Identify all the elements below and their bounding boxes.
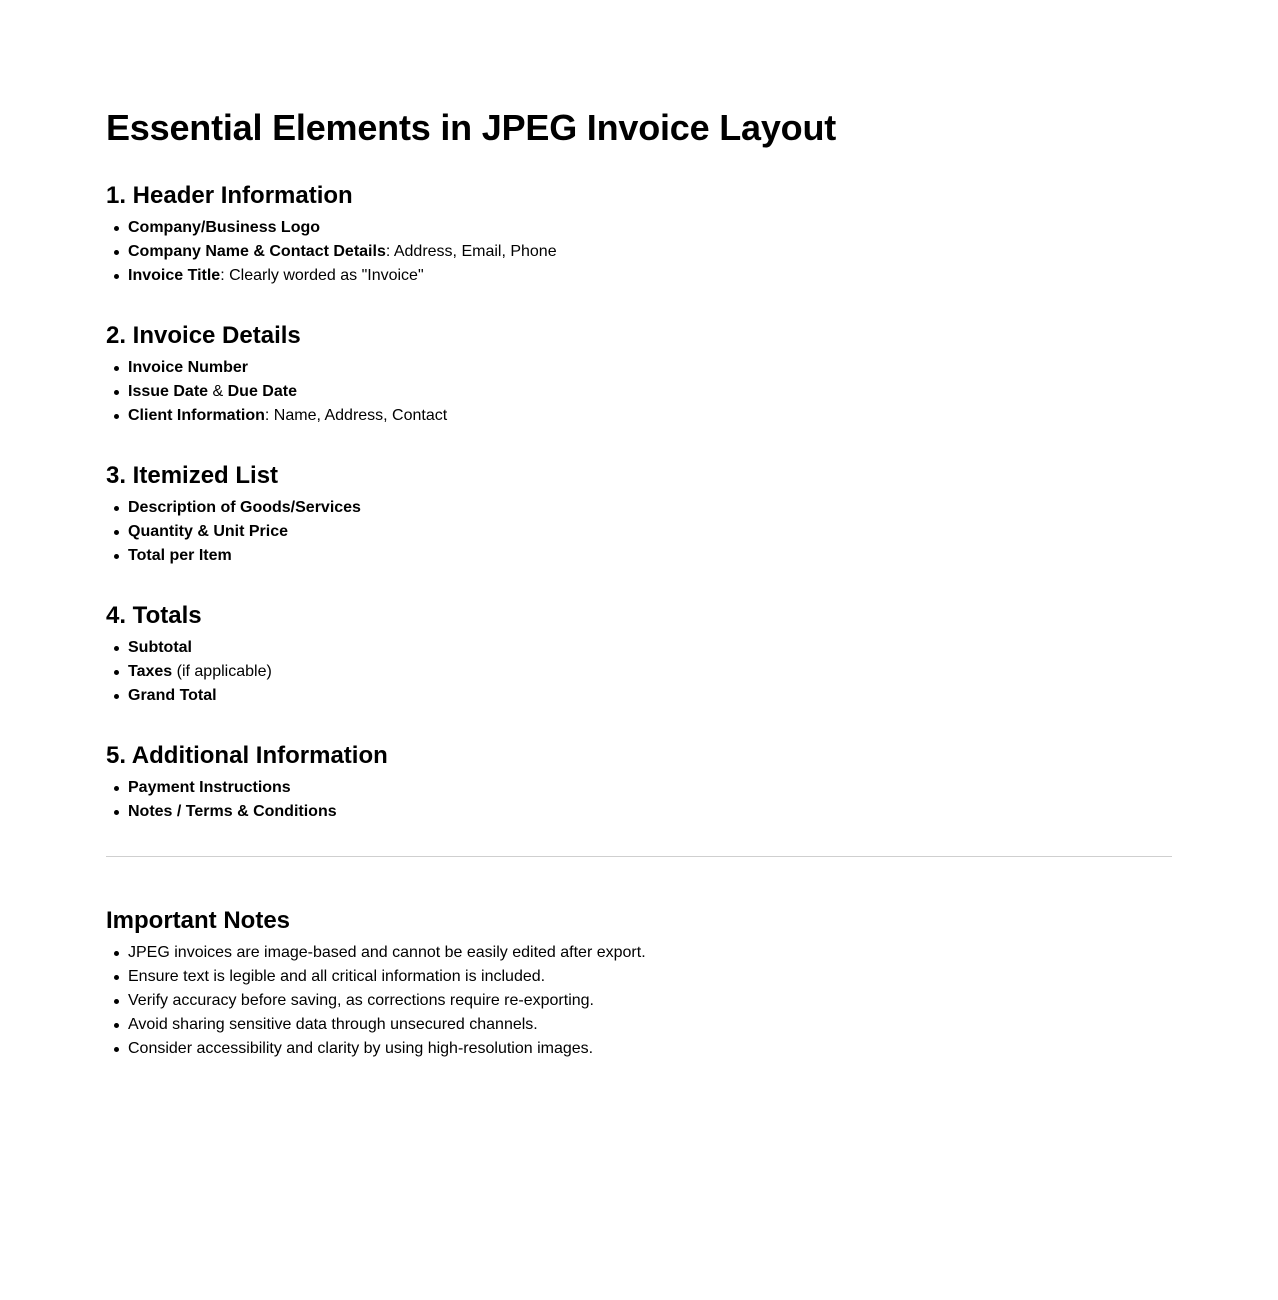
list-item: Verify accuracy before saving, as corrections require re-exporting. — [128, 989, 646, 1013]
item-text: : Address, Email, Phone — [385, 243, 557, 260]
section-important-notes — [106, 907, 646, 1061]
list-item — [128, 544, 361, 568]
item-label: Due Date — [227, 383, 297, 400]
section-header-information — [106, 182, 557, 288]
item-text: : Clearly worded as "Invoice" — [220, 267, 424, 284]
list-item — [128, 264, 557, 288]
section-additional-information — [106, 742, 388, 824]
list-item — [128, 684, 272, 708]
list-item — [128, 216, 557, 240]
section-heading: 5. Additional Information — [106, 742, 388, 769]
section-totals — [106, 602, 272, 708]
item-label: Subtotal — [128, 639, 192, 656]
list-item: JPEG invoices are image-based and cannot be easily edited after export. — [128, 941, 646, 965]
list-item — [128, 496, 361, 520]
list-item — [128, 356, 447, 380]
item-label: Notes / Terms & Conditions — [128, 803, 337, 820]
item-label: Company/Business Logo — [128, 219, 321, 236]
list-item — [128, 520, 361, 544]
section-list — [106, 356, 447, 428]
list-item — [128, 404, 447, 428]
list-item: Ensure text is legible and all critical information is included. — [128, 965, 646, 989]
section-divider — [106, 856, 1172, 857]
item-label: Total per Item — [128, 547, 232, 564]
item-text: (if applicable) — [172, 663, 272, 680]
item-label: Client Information — [128, 407, 265, 424]
item-label: Description of Goods/Services — [128, 499, 361, 516]
list-item: Avoid sharing sensitive data through unsecured channels. — [128, 1013, 646, 1037]
section-heading: 2. Invoice Details — [106, 322, 301, 349]
list-item — [128, 240, 557, 264]
item-label: Quantity & Unit Price — [128, 523, 289, 540]
item-label: Grand Total — [128, 687, 217, 704]
list-item — [128, 660, 272, 684]
section-heading: 3. Itemized List — [106, 462, 279, 489]
item-label: Invoice Number — [128, 359, 249, 376]
item-label: Payment Instructions — [128, 779, 291, 796]
section-list — [106, 496, 361, 568]
item-label: Invoice Title — [128, 267, 221, 284]
section-list — [106, 636, 272, 708]
item-text: : Name, Address, Contact — [264, 407, 448, 424]
section-heading: 4. Totals — [106, 602, 202, 629]
list-item — [128, 380, 447, 404]
list-item — [128, 776, 388, 800]
section-list — [106, 776, 388, 824]
section-heading: Important Notes — [106, 907, 291, 934]
page-title: Essential Elements in JPEG Invoice Layout — [106, 107, 837, 148]
section-heading: 1. Header Information — [106, 182, 353, 209]
item-label: Company Name & Contact Details — [128, 243, 386, 260]
list-item — [128, 800, 388, 824]
list-item — [128, 636, 272, 660]
notes-list — [106, 941, 646, 1061]
item-label: Taxes — [128, 663, 173, 680]
section-itemized-list — [106, 462, 361, 568]
section-invoice-details — [106, 322, 447, 428]
section-list — [106, 216, 557, 288]
item-label: Issue Date — [128, 383, 209, 400]
list-item: Consider accessibility and clarity by using high-resolution images. — [128, 1037, 646, 1061]
item-text: & — [208, 383, 228, 400]
